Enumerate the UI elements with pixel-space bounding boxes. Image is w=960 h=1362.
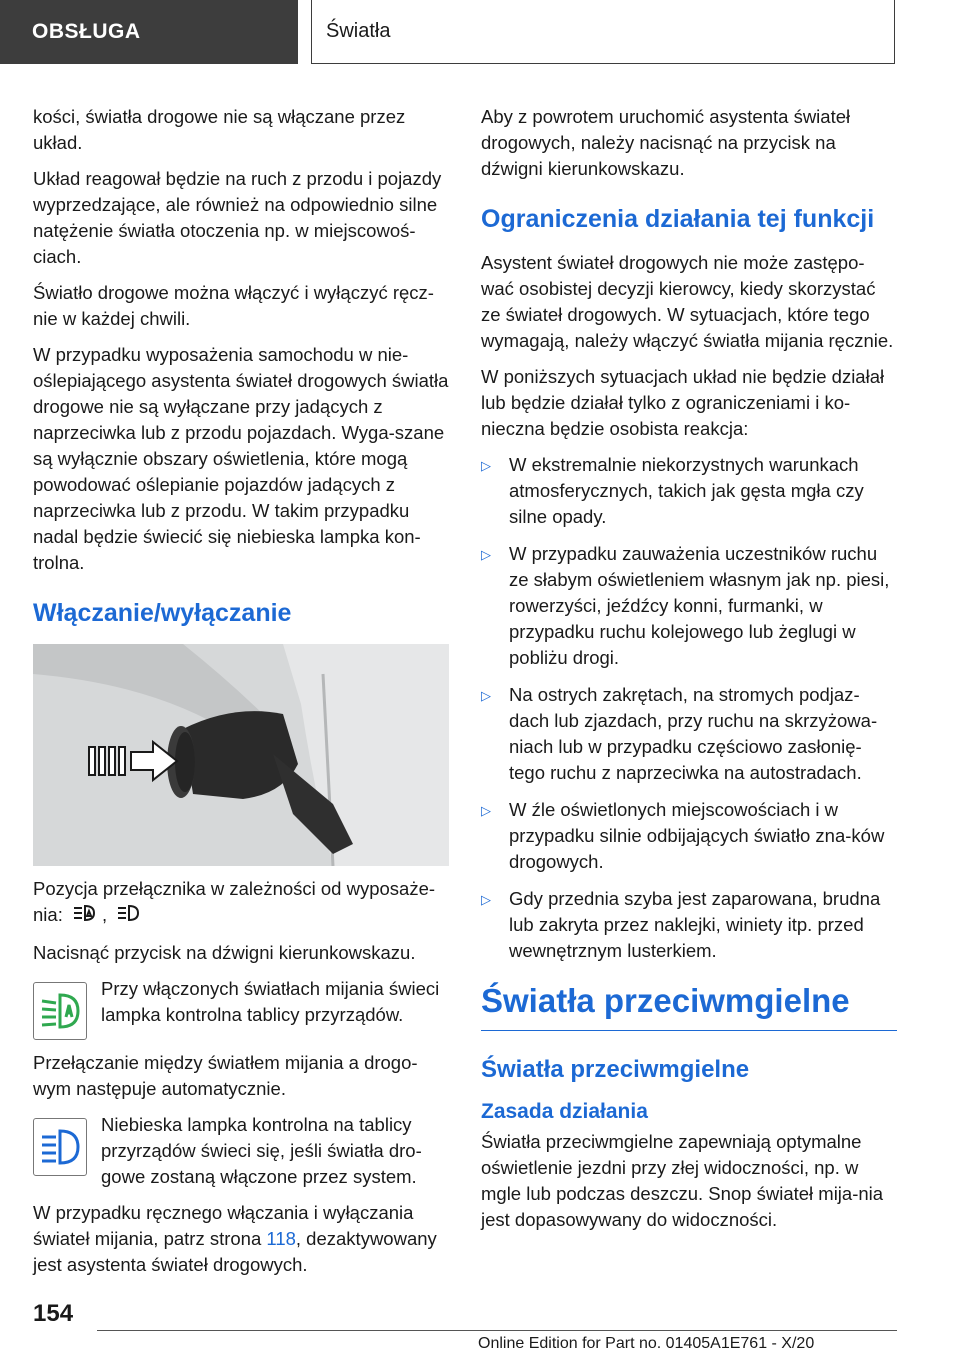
page-title: Światła xyxy=(311,0,895,64)
indicator-note-high-beam xyxy=(33,1112,449,1190)
section-heading: Włączanie/wyłączanie xyxy=(33,599,292,627)
footer-edition: Online Edition for Part no. 01405A1E761 - X/20 xyxy=(478,1335,815,1352)
paragraph-text: W przypadku ręcznego włączania i wyłączania świateł mijania, patrz strona xyxy=(33,1201,414,1249)
bullet-triangle-icon: ▷ xyxy=(481,458,491,473)
paragraph: Asystent świateł drogowych nie może zastępo‐wać osobistej decyzji kierowcy, kiedy skorzystać ze świateł drogowych. W sytuacjach, które tego wymagają, należy włączyć światła mijania ręcznie. xyxy=(481,252,894,351)
list-item xyxy=(481,541,897,671)
high-beam-icon xyxy=(116,903,142,930)
paragraph: Przełączanie między światłem mijania a drogo‐wym następuje automatycznie. xyxy=(33,1051,418,1099)
paragraph: Światło drogowe można włączyć i wyłączyć ręcz‐nie w każdej chwili. xyxy=(33,282,434,329)
list-item xyxy=(481,452,897,530)
page-number: 154 xyxy=(33,1300,74,1327)
section-heading: Światła przeciwmgielne xyxy=(481,1056,750,1083)
high-beam-indicator-icon xyxy=(33,1118,87,1176)
section-tab: OBSŁUGA xyxy=(0,0,298,64)
paragraph: Układ reagował będzie na ruch z przodu i pojazdy wyprzedzające, ale również na odpowiednio silne natężenie światła otoczenia np. w miejscowoś‐ciach. xyxy=(33,168,442,267)
page-reference-link[interactable]: 118 xyxy=(266,1227,296,1249)
paragraph: W poniższych sytuacjach układ nie będzie działał lub będzie działał tylko z ograniczeniami i ko‐nieczna będzie osobista reakcja: xyxy=(481,366,885,439)
paragraph: Światła przeciwmgielne zapewniają optymalne oświetlenie jezdni przy złej widoczności, np. w mgle lub podczas deszczu. Snop świateł mija‐nia jest dopasowywany do widoczności. xyxy=(481,1131,884,1230)
paragraph-text: , dezaktywowany jest asystenta świateł drogowych. xyxy=(33,1227,437,1275)
bullet-triangle-icon: ▷ xyxy=(481,803,491,818)
footer-divider xyxy=(97,1330,897,1331)
paragraph: Nacisnąć przycisk na dźwigni kierunkowskazu. xyxy=(33,941,416,963)
high-beam-assist-indicator-icon xyxy=(33,982,87,1040)
list-item-text: W przypadku zauważenia uczestników ruchu ze słabym oświetleniem własnym jak np. piesi, rowerzyści, jeźdźcy konni, furmanki, w przypadku ruchu kolejowego lub żeglugi w pobliżu drogi. xyxy=(509,543,890,668)
list-item xyxy=(481,682,897,786)
figure-caption xyxy=(33,876,449,930)
list-item-text: W ekstremalnie niekorzystnych warunkach atmosferycznych, takich jak gęsta mgła czy silne opady. xyxy=(509,454,864,527)
bullet-triangle-icon: ▷ xyxy=(481,547,491,562)
limitations-list xyxy=(481,452,897,964)
left-column xyxy=(33,104,449,1288)
list-item-text: W źle oświetlonych miejscowościach i w przypadku silnie odbijających światło zna‐ków drogowych. xyxy=(509,799,885,872)
note-text: Przy włączonych światłach mijania świeci lampka kontrolna tablicy przyrządów. xyxy=(101,977,440,1025)
bullet-triangle-icon: ▷ xyxy=(481,892,491,907)
note-text: Niebieska lampka kontrolna na tablicy przyrządów świeci się, jeśli światła dro‐gowe zostaną włączone przez system. xyxy=(101,1113,422,1187)
turn-signal-lever-figure xyxy=(33,644,449,866)
paragraph-with-link xyxy=(33,1200,449,1278)
list-item xyxy=(481,797,897,875)
list-item-text: Gdy przednia szyba jest zaparowana, brudna lub zakryta przez naklejki, winiety itp. przed wewnętrznym lusterkiem. xyxy=(509,888,881,961)
list-item-text: Na ostrych zakrętach, na stromych podjaz‐dach lub zjazdach, przy ruchu na skrzyżowa‐niach lub w przypadku częściowo zasłonię‐tego ruchu z naprzeciwka na autostradach. xyxy=(509,684,878,783)
bullet-triangle-icon: ▷ xyxy=(481,688,491,703)
chapter-heading: Światła przeciwmgielne xyxy=(481,982,897,1031)
paragraph: kości, światła drogowe nie są włączane przez układ. xyxy=(33,106,406,153)
indicator-note-low-beam xyxy=(33,976,449,1040)
section-heading: Ograniczenia działania tej funkcji xyxy=(481,205,875,233)
lever-illustration xyxy=(33,644,449,866)
paragraph: Aby z powrotem uruchomić asystenta świateł drogowych, należy nacisnąć na przycisk na dźwigni kierunkowskazu. xyxy=(481,106,851,179)
caption-separator: , xyxy=(101,904,108,925)
list-item xyxy=(481,886,897,964)
right-column xyxy=(481,104,897,1243)
subsection-heading: Zasada działania xyxy=(481,1100,648,1123)
paragraph: W przypadku wyposażenia samochodu w nie‐oślepiającego asystenta świateł drogowych światła drogowe nie są wyłączane przy jadących z naprzeciwka lub z przodu pojazdach. Wyga‐szane są wyłącznie obszary oświetlenia, które mogą powodować oślepianie pojazdów jadących z naprzeciwka lub z przodu. W takim przypadku nadal będzie świecić się niebieska lampka kon‐trolna. xyxy=(33,344,449,573)
caption-text: Pozycja przełącznika w zależności od wyposaże‐nia: xyxy=(33,878,436,925)
high-beam-assist-icon xyxy=(72,903,98,930)
